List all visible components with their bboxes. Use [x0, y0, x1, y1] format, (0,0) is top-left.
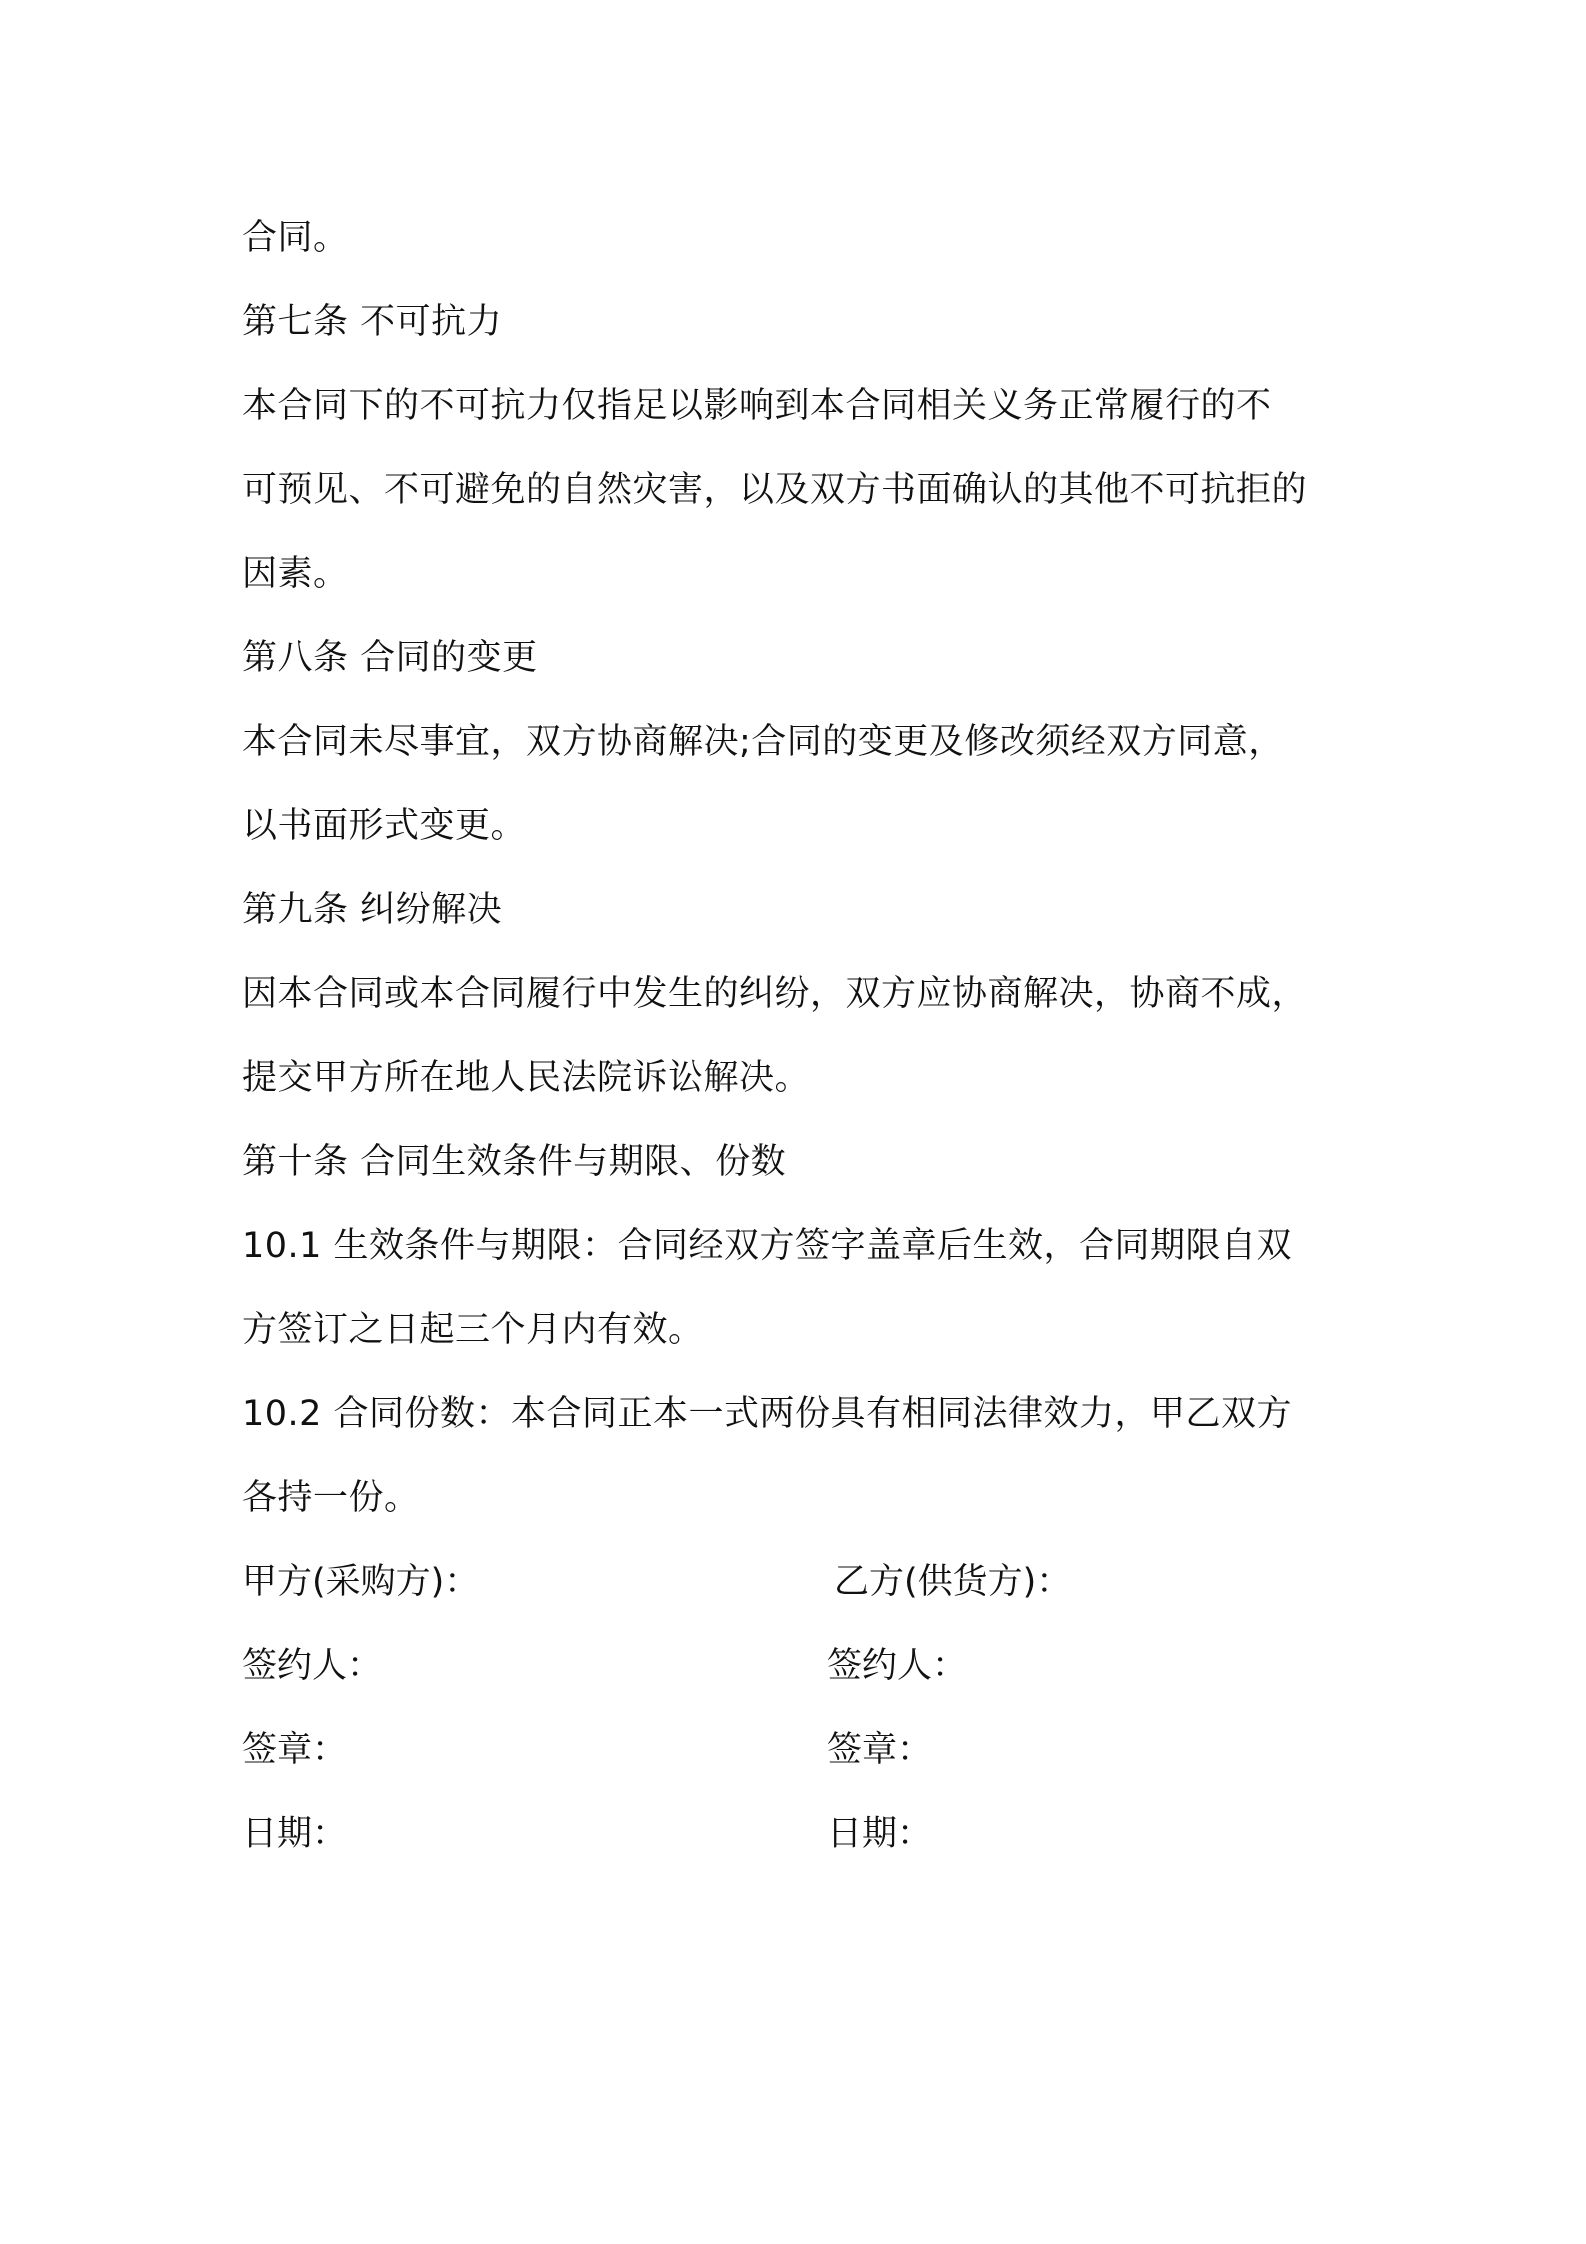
paragraph-line: 可预见、不可避免的自然灾害，以及双方书面确认的其他不可抗拒的 [242, 470, 1308, 510]
party-a-date-label: 日期： [242, 1814, 348, 1854]
paragraph-line: 各持一份。 [242, 1478, 420, 1518]
section-heading-7: 第七条 不可抗力 [242, 302, 503, 342]
paragraph-line: 提交甲方所在地人民法院诉讼解决。 [242, 1058, 811, 1098]
party-b-label: 乙方(供货方)： [834, 1562, 1072, 1602]
paragraph-line: 因素。 [242, 554, 349, 594]
clause-10-2: 10.2 合同份数：本合同正本一式两份具有相同法律效力，甲乙双方 [242, 1394, 1293, 1434]
paragraph-line: 合同。 [242, 218, 349, 258]
document-body [242, 196, 1362, 1876]
signature-row-signer [242, 1624, 1362, 1708]
party-a-label: 甲方(采购方)： [242, 1562, 480, 1602]
party-b-signer-label: 签约人： [827, 1646, 968, 1686]
signature-row-party [242, 1540, 1362, 1624]
paragraph-line: 本合同下的不可抗力仅指足以影响到本合同相关义务正常履行的不 [242, 386, 1272, 426]
signature-row-date [242, 1792, 1362, 1876]
section-heading-8: 第八条 合同的变更 [242, 638, 538, 678]
party-a-signer-label: 签约人： [242, 1646, 383, 1686]
party-b-date-label: 日期： [827, 1814, 933, 1854]
paragraph-line: 因本合同或本合同履行中发生的纠纷，双方应协商解决，协商不成， [242, 974, 1308, 1014]
clause-10-1: 10.1 生效条件与期限：合同经双方签字盖章后生效，合同期限自双 [242, 1226, 1293, 1266]
paragraph-line: 以书面形式变更。 [242, 806, 527, 846]
party-b-seal-label: 签章： [827, 1730, 933, 1770]
section-heading-10: 第十条 合同生效条件与期限、份数 [242, 1142, 787, 1182]
paragraph-line: 方签订之日起三个月内有效。 [242, 1310, 704, 1350]
signature-row-seal [242, 1708, 1362, 1792]
paragraph-line: 本合同未尽事宜，双方协商解决;合同的变更及修改须经双方同意， [242, 722, 1284, 762]
section-heading-9: 第九条 纠纷解决 [242, 890, 503, 930]
party-a-seal-label: 签章： [242, 1730, 348, 1770]
